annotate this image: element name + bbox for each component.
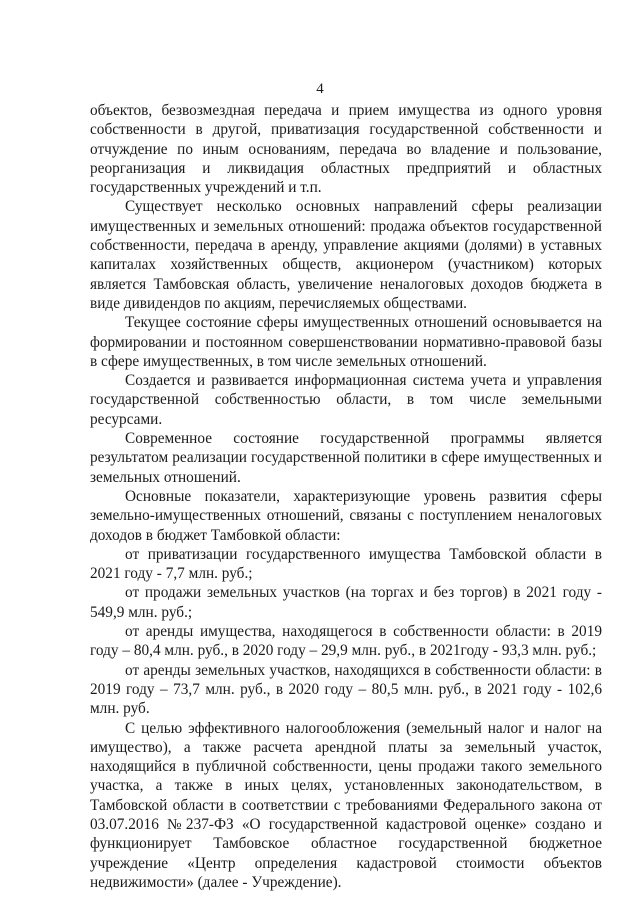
paragraph-program-state: Современное состояние государственной программы является результатом реализации государственной политики в сфере имущественных и земельных отношений. xyxy=(90,430,602,486)
page-number: 4 xyxy=(316,81,324,97)
paragraph-information-system: Создается и развивается информационная система учета и управления государственной собственностью области, в том числе земельными ресурсами. xyxy=(90,372,602,428)
paragraph-continuation: объектов, безвозмездная передача и прием имущества из одного уровня собственности в другой, приватизация государственной собственности и отчуждение по иным основаниям, передача во владение и пользование, реорганизация и ликвидация областных предприятий и областных государственных учреждений и т.п. xyxy=(90,102,602,197)
paragraph-current-state: Текущее состояние сферы имущественных отношений основывается на формировании и постоянном совершенствовании нормативно-правовой базы в сфере имущественных, в том числе земельных отношений. xyxy=(90,314,602,370)
document-body xyxy=(90,101,602,892)
paragraph-property-rent-income: от аренды имущества, находящегося в собственности области: в 2019 году – 80,4 млн. руб., в 2020 году – 29,9 млн. руб., в 2021году - 93,3 млн. руб.; xyxy=(90,623,602,660)
paragraph-privatization-income: от приватизации государственного имущества Тамбовской области в 2021 году - 7,7 млн. руб.; xyxy=(90,545,602,583)
paragraph-land-sales-income: от продажи земельных участков (на торгах и без торгов) в 2021 году - 549,9 млн. руб.; xyxy=(90,584,602,621)
paragraph-directions: Существует несколько основных направлений сферы реализации имущественных и земельных отношений: продажа объектов государственной собственности, передача в аренду, управление акциями (долями) в уставных капиталах хозяйственных обществ, акционером (участником) которых является Тамбовская область, увеличение неналоговых доходов бюджета в виде дивидендов по акциям, перечисляемых обществами. xyxy=(90,198,602,312)
paragraph-key-indicators: Основные показатели, характеризующие уровень развития сферы земельно-имущественных отношений, связаны с поступлением неналоговых доходов в бюджет Тамбовкой области: xyxy=(90,487,602,544)
paragraph-cadastral-institution: С целью эффективного налогообложения (земельный налог и налог на имущество), а также расчета арендной платы за земельный участок, находящийся в публичной собственности, цены продажи такого земельного участка, а также в иных целях, установленных законодательством, в Тамбовской области в соответствии с требованиями Федерального закона от 03.07.2016 №237-ФЗ «О государственной кадастровой оценке» создано и функционирует Тамбовское областное государственной бюджетное учреждение «Центр определения кадастровой стоимости объектов недвижимости» (далее - Учреждение). xyxy=(90,719,602,891)
paragraph-land-rent-income: от аренды земельных участков, находящихся в собственности области: в 2019 году – 73,7 млн. руб., в 2020 году – 80,5 млн. руб., в 2021 году - 102,6 млн. руб. xyxy=(90,661,602,718)
